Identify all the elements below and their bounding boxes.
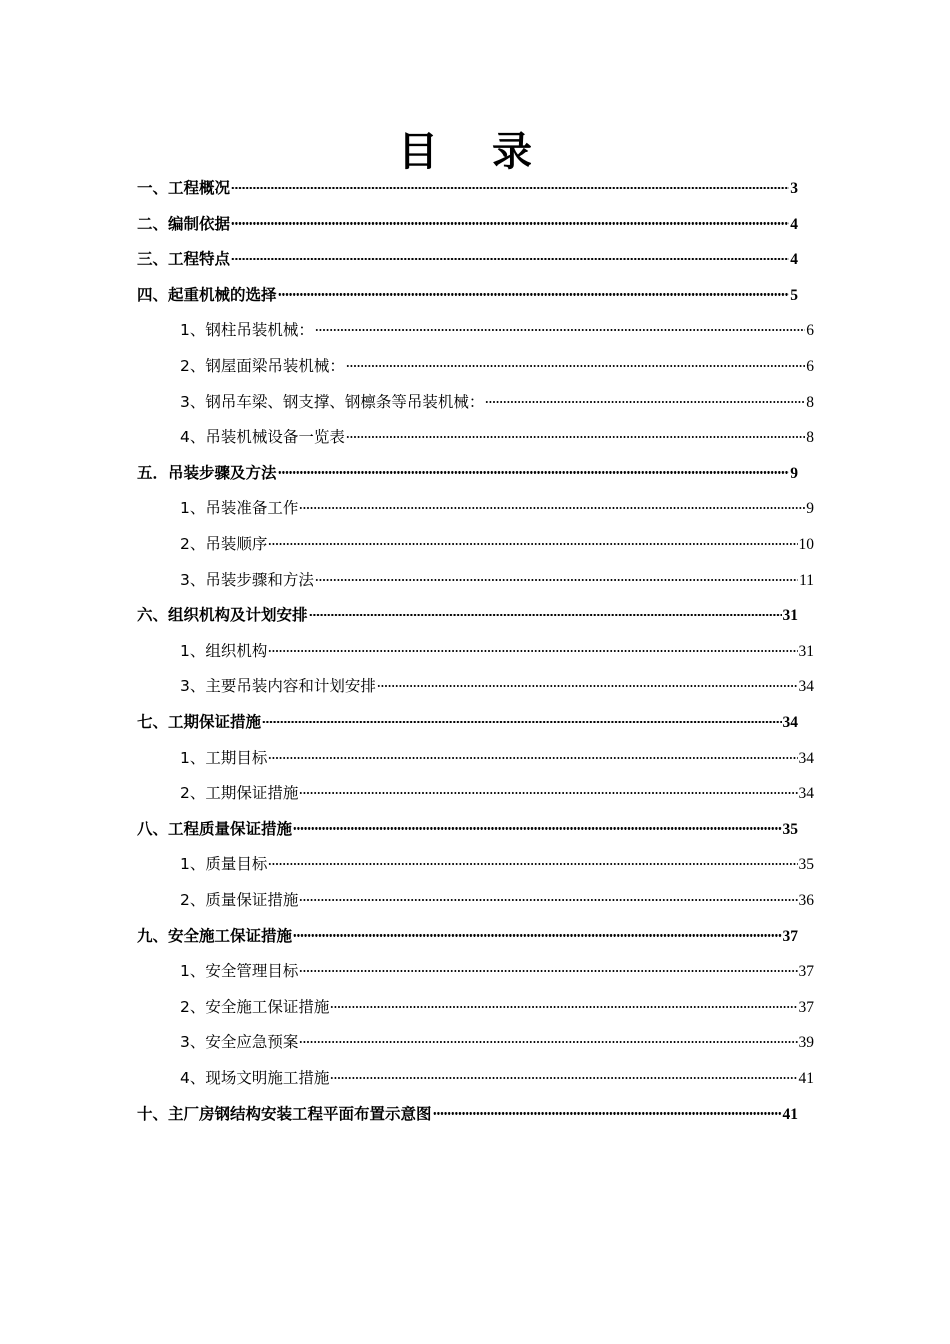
toc-page-number: 11 xyxy=(799,571,814,589)
toc-subsection-entry[interactable] xyxy=(180,1024,814,1060)
toc-page-number: 4 xyxy=(790,251,798,269)
toc-page-number: 31 xyxy=(782,607,798,625)
toc-entry-label: 1、质量目标 xyxy=(180,855,268,874)
toc-page-number: 34 xyxy=(782,714,798,731)
toc-page-number: 39 xyxy=(798,1034,814,1052)
dot-leader xyxy=(299,507,805,509)
toc-section-entry[interactable] xyxy=(137,206,798,242)
toc-subsection-entry[interactable] xyxy=(180,775,814,811)
toc-entry-label: 3、主要吊装内容和计划安排 xyxy=(180,677,376,696)
toc-entry-label: 三、工程特点 xyxy=(137,250,231,269)
toc-page-number: 37 xyxy=(798,998,814,1016)
toc-page-number: 36 xyxy=(798,892,814,909)
toc-page-number: 34 xyxy=(798,785,814,803)
toc-subsection-entry[interactable] xyxy=(180,384,814,420)
toc-entry-label: 4、吊装机械设备一览表 xyxy=(180,428,345,447)
toc-entry-label: 六、组织机构及计划安排 xyxy=(137,606,308,625)
dot-leader xyxy=(315,329,805,331)
toc-entry-label: 七、工期保证措施 xyxy=(137,713,262,731)
dot-leader xyxy=(278,293,790,295)
toc-page-number: 34 xyxy=(798,678,814,696)
toc-entry-label: 九、安全施工保证措施 xyxy=(137,926,293,945)
toc-subsection-entry[interactable] xyxy=(180,562,814,598)
toc-entry-label: 二、编制依据 xyxy=(137,214,231,233)
toc-entry-label: 一、工程概况 xyxy=(137,179,231,197)
toc-subsection-entry[interactable] xyxy=(180,882,814,918)
dot-leader xyxy=(231,222,789,224)
toc-subsection-entry[interactable] xyxy=(180,312,814,348)
toc-subsection-entry[interactable] xyxy=(180,633,814,669)
toc-entry-label: 八、工程质量保证措施 xyxy=(137,819,293,838)
toc-entry-label: 十、主厂房钢结构安装工程平面布置示意图 xyxy=(137,1104,432,1123)
toc-subsection-entry[interactable] xyxy=(180,668,814,704)
toc-subsection-entry[interactable] xyxy=(180,490,814,526)
toc-entry-label: 2、吊装顺序 xyxy=(180,535,268,553)
dot-leader xyxy=(293,827,781,829)
toc-entry-label: 4、现场文明施工措施 xyxy=(180,1069,330,1087)
dot-leader xyxy=(433,1112,782,1114)
toc-page-number: 9 xyxy=(790,464,798,482)
dot-leader xyxy=(346,365,805,367)
toc-page-number: 37 xyxy=(782,927,798,945)
toc-entry-label: 五．吊装步骤及方法 xyxy=(137,463,277,482)
toc-page-number: 41 xyxy=(782,1105,798,1123)
toc-section-entry[interactable] xyxy=(137,704,798,740)
toc-section-entry[interactable] xyxy=(137,241,798,277)
toc-page-number: 6 xyxy=(806,358,814,375)
dot-leader xyxy=(330,1077,797,1079)
dot-leader xyxy=(262,721,781,723)
toc-entry-label: 四、起重机械的选择 xyxy=(137,285,277,304)
toc-page-number: 5 xyxy=(790,286,798,304)
dot-leader xyxy=(268,757,797,759)
toc-page-number: 37 xyxy=(798,963,814,981)
toc-entry-label: 1、钢柱吊装机械： xyxy=(180,321,314,340)
dot-leader xyxy=(346,436,805,438)
dot-leader xyxy=(268,650,797,652)
toc-section-entry[interactable] xyxy=(137,1096,798,1132)
toc-page-number: 9 xyxy=(806,500,814,518)
toc-page-number: 35 xyxy=(798,856,814,874)
toc-page-number: 3 xyxy=(790,180,798,197)
toc-entry-label: 1、组织机构 xyxy=(180,641,268,660)
toc-section-entry[interactable] xyxy=(137,277,798,313)
dot-leader xyxy=(315,579,798,581)
toc-page-number: 6 xyxy=(806,322,814,340)
toc-section-entry[interactable] xyxy=(137,455,798,491)
toc-subsection-entry[interactable] xyxy=(180,1060,814,1096)
toc-section-entry[interactable] xyxy=(137,597,798,633)
dot-leader xyxy=(231,187,789,189)
dot-leader xyxy=(330,1006,797,1008)
toc-entry-label: 2、工期保证措施 xyxy=(180,784,299,803)
toc-page-number: 34 xyxy=(798,749,814,767)
toc-page-number: 8 xyxy=(806,429,814,447)
toc-entry-label: 1、工期目标 xyxy=(180,748,268,767)
toc-subsection-entry[interactable] xyxy=(180,953,814,989)
toc-entry-label: 3、钢吊车梁、钢支撑、钢檩条等吊装机械： xyxy=(180,392,485,411)
toc-page-number: 41 xyxy=(798,1070,814,1087)
page-title: 目 录 xyxy=(398,129,552,175)
dot-leader xyxy=(377,685,798,687)
dot-leader xyxy=(278,471,790,473)
dot-leader xyxy=(231,258,789,260)
toc-subsection-entry[interactable] xyxy=(180,740,814,776)
toc-entry-label: 2、安全施工保证措施 xyxy=(180,997,330,1016)
dot-leader xyxy=(299,899,797,901)
toc-subsection-entry[interactable] xyxy=(180,419,814,455)
toc-page-number: 8 xyxy=(806,393,814,411)
toc-page-number: 31 xyxy=(798,642,814,660)
toc-entry-label: 1、安全管理目标 xyxy=(180,962,299,981)
dot-leader xyxy=(299,1041,797,1043)
toc-page-number: 35 xyxy=(782,820,798,838)
toc-entry-label: 3、吊装步骤和方法 xyxy=(180,570,314,589)
toc-subsection-entry[interactable] xyxy=(180,846,814,882)
toc-entry-label: 1、吊装准备工作 xyxy=(180,499,299,518)
toc-section-entry[interactable] xyxy=(137,811,798,847)
toc-entry-label: 3、安全应急预案 xyxy=(180,1033,299,1052)
dot-leader xyxy=(268,543,797,545)
toc-section-entry[interactable] xyxy=(137,170,798,206)
dot-leader xyxy=(293,934,781,936)
dot-leader xyxy=(299,792,797,794)
dot-leader xyxy=(268,863,797,865)
toc-subsection-entry[interactable] xyxy=(180,989,814,1025)
dot-leader xyxy=(299,970,797,972)
dot-leader xyxy=(309,614,782,616)
toc-subsection-entry[interactable] xyxy=(180,526,814,562)
toc-subsection-entry[interactable] xyxy=(180,348,814,384)
toc-entry-label: 2、钢屋面梁吊装机械： xyxy=(180,357,345,375)
toc-page-number: 4 xyxy=(790,215,798,233)
toc-section-entry[interactable] xyxy=(137,918,798,954)
dot-leader xyxy=(485,401,805,403)
toc-entry-label: 2、质量保证措施 xyxy=(180,891,299,909)
toc-page-number: 10 xyxy=(798,536,814,553)
